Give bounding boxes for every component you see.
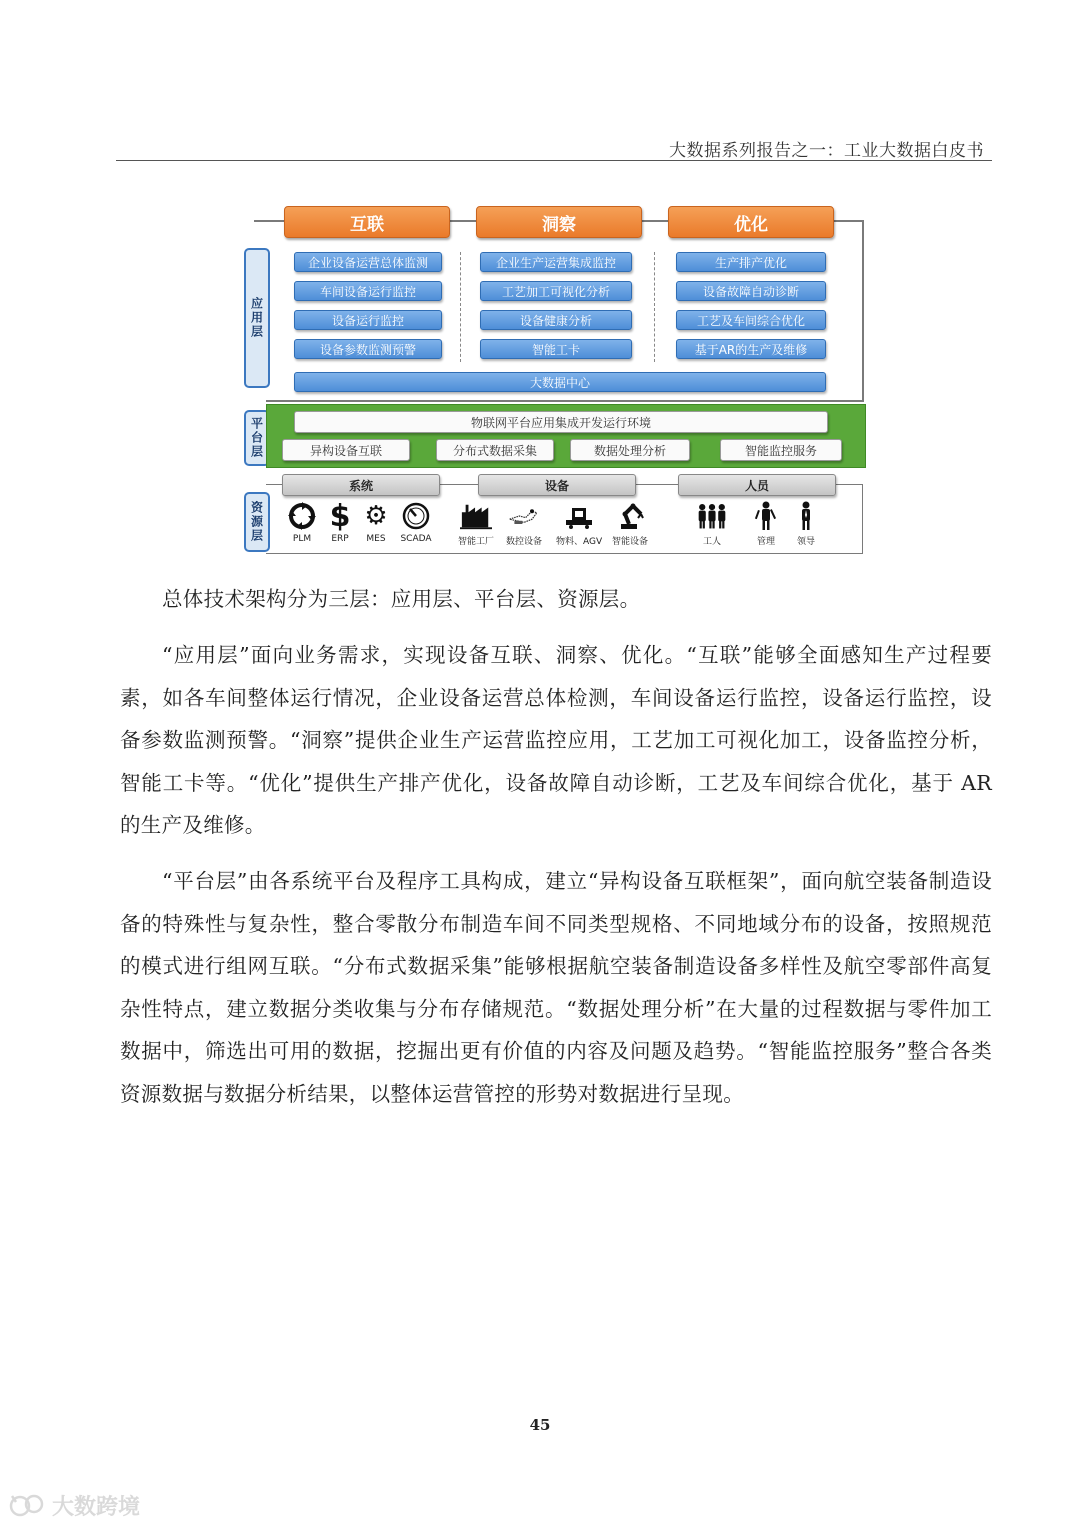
app-item: 工艺及车间综合优化 [676,310,826,330]
platform-item: 分布式数据采集 [436,439,554,461]
paragraph-platform-layer: “平台层”由各系统平台及程序工具构成，建立“异构设备互联框架”，面向航空装备制造设备的特殊性与复杂性，整合零散分布制造车间不同类型规格、不同地域分布的设备，按照规范的模式进行组网互联。“分布式数据采集”能够根据航空装备制造设备多样性及航空零部件高复杂性特点，建立数据分类收集与分布存储规范。“数据处理分析”在大量的过程数据与零件加工数据中，筛选出可用的数据，挖掘出更有价值的内容及问题及趋势。“智能监控服务”整合各类资源数据与数据分析结果，以整体运营管控的形势对数据进行呈现。 [120,869,992,1106]
resource-caption: 物料、AGV [556,537,603,547]
resource-caption: 工人 [702,537,721,547]
resource-item [458,500,494,547]
resource-group-header: 人员 [678,474,836,496]
resource-caption: 领导 [796,537,815,547]
paragraph-intro: 总体技术架构分为三层：应用层、平台层、资源层。 [162,587,641,611]
workers-icon [696,500,728,532]
manager-icon [750,500,782,532]
cycle-arrows-icon [286,500,318,532]
robot-arm-icon [614,500,646,532]
resource-item [790,500,822,547]
big-data-center: 大数据中心 [294,372,826,392]
resource-caption: SCADA [400,534,432,544]
column-divider [654,252,655,362]
app-item: 企业生产运营集成监控 [480,252,632,272]
platform-item: 智能监控服务 [720,439,842,461]
leader-icon [790,500,822,532]
header-title: 大数据系列报告之一：工业大数据白皮书 [669,141,984,161]
app-item: 设备运行监控 [294,310,442,330]
watermark-logo-icon [8,1492,48,1520]
app-item: 智能工卡 [480,339,632,359]
resource-item [360,500,392,544]
app-item: 生产排产优化 [676,252,826,272]
app-item: 设备健康分析 [480,310,632,330]
resource-item [324,500,356,544]
dollar-icon: $ [329,498,351,534]
paragraph-application-layer: “应用层”面向业务需求，实现设备互联、洞察、优化。“互联”能够全面感知生产过程要素，如各车间整体运行情况，企业设备运营总体检测，车间设备运行监控，设备运行监控，设备参数监测预警。“洞察”提供企业生产运营监控应用，工艺加工可视化加工，设备监控分析，智能工卡等。“优化”提供生产排产优化，设备故障自动诊断，工艺及车间综合优化，基于 AR 的生产及维修。 [120,643,992,837]
resource-item [286,500,318,544]
resource-caption: 管理 [756,537,775,547]
app-item: 企业设备运营总体监测 [294,252,442,272]
watermark-text: 大数跨境 [52,1495,141,1520]
resource-caption: ERP [331,534,349,544]
column-header-optimize: 优化 [668,206,834,238]
platform-environment: 物联网平台应用集成开发运行环境 [294,411,828,433]
page-header [116,132,992,161]
agv-icon [563,500,595,532]
resource-item [750,500,782,547]
app-item: 基于AR的生产及维修 [676,339,826,359]
app-item: 设备故障自动诊断 [676,281,826,301]
platform-item: 异构设备互联 [282,439,410,461]
resource-caption: 智能工厂 [458,537,495,547]
resource-caption: MES [366,534,386,544]
resource-caption: PLM [292,534,312,544]
gear-icon: ⚙ [364,501,388,531]
app-item: 设备参数监测预警 [294,339,442,359]
resource-item [506,500,542,547]
factory-icon [460,500,492,532]
cnc-machine-icon [508,500,540,532]
app-item: 车间设备运行监控 [294,281,442,301]
resource-group-header: 系统 [282,474,440,496]
resource-caption: 数控设备 [506,537,543,547]
column-header-insight: 洞察 [476,206,642,238]
resource-item [696,500,728,547]
resource-item [612,500,648,547]
resource-caption: 智能设备 [612,537,649,547]
resource-item [400,500,432,544]
gauge-icon [400,500,432,532]
app-item: 工艺加工可视化分析 [480,281,632,301]
column-divider [460,252,461,362]
watermark [8,1490,140,1521]
architecture-diagram [242,204,866,556]
platform-layer-label: 平台层 [244,410,270,466]
page-number: 45 [529,1416,551,1434]
resource-group-header: 设备 [478,474,636,496]
resource-layer-label: 资源层 [244,492,270,552]
app-layer-label: 应用层 [244,248,270,388]
resource-item [556,500,602,547]
column-header-interconnect: 互联 [284,206,450,238]
platform-item: 数据处理分析 [570,439,690,461]
